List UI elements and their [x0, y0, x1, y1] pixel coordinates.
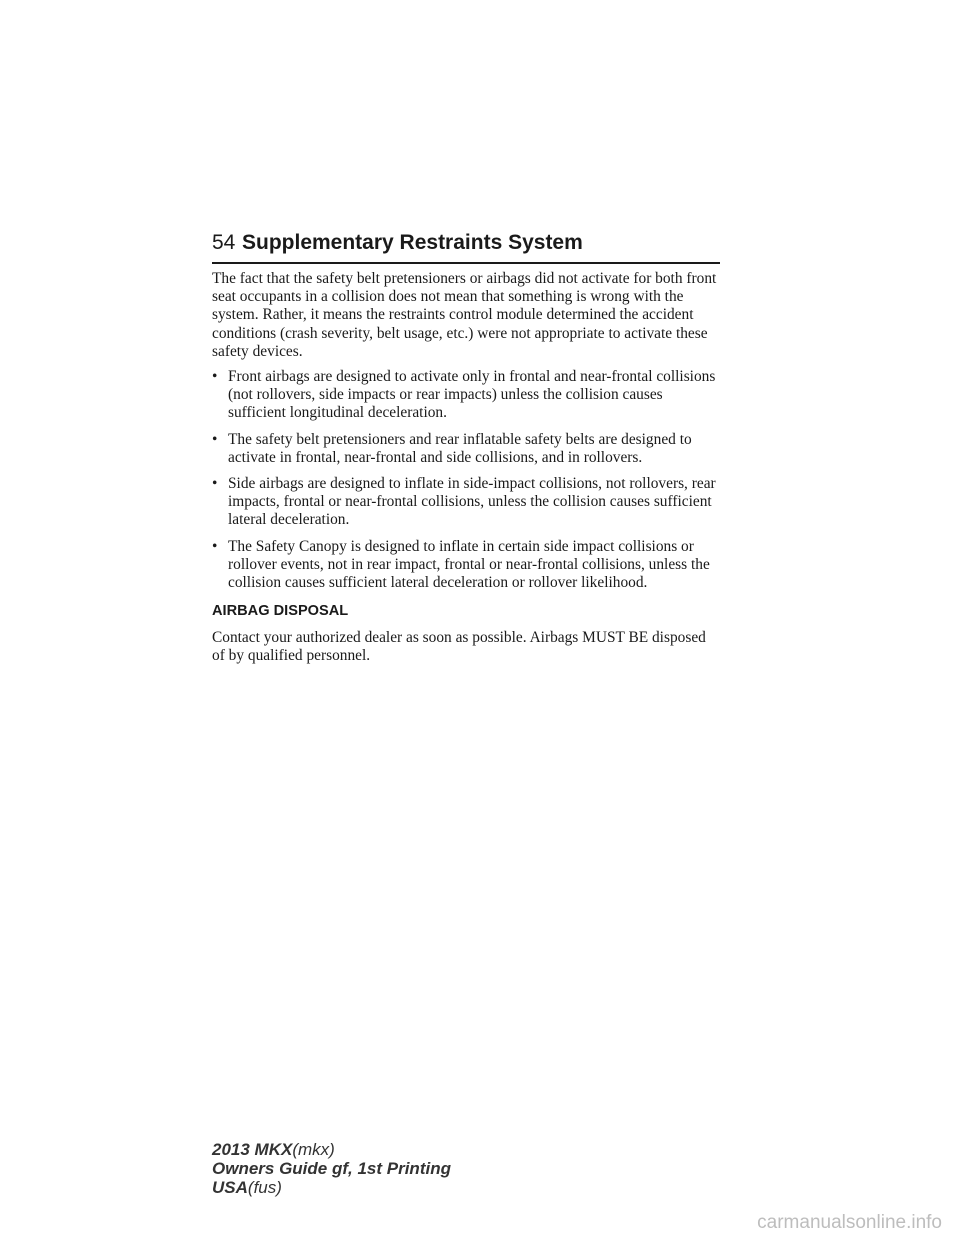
footer-line-model	[212, 1140, 451, 1159]
bullet-list	[212, 368, 722, 592]
page-number: 54	[212, 231, 236, 254]
footer-line-market	[212, 1178, 451, 1197]
footer-model: 2013 MKX	[212, 1140, 293, 1159]
footer	[212, 1140, 451, 1197]
footer-market: USA	[212, 1178, 248, 1197]
watermark: carmanualsonline.info	[757, 1212, 942, 1233]
page-content	[212, 270, 722, 673]
bullet-text: Side airbags are designed to inflate in side-impact collisions, not rollovers, rear impacts, frontal or near-frontal collisions, unless the collision causes sufficient lateral deceleration.	[228, 475, 716, 529]
bullet-icon: •	[212, 430, 218, 448]
airbag-disposal-heading: AIRBAG DISPOSAL	[212, 603, 349, 620]
airbag-disposal-paragraph: Contact your authorized dealer as soon as possible. Airbags MUST BE disposed of by qualified personnel.	[212, 629, 706, 665]
bullet-text: The Safety Canopy is designed to inflate in certain side impact collisions or rollover events, not in rear impact, frontal or near-frontal collisions, unless the collision causes sufficient lateral deceleration or rollover likelihood.	[228, 537, 710, 592]
list-item	[212, 431, 722, 467]
bullet-icon: •	[212, 475, 218, 493]
footer-guide: Owners Guide gf, 1st Printing	[212, 1159, 451, 1178]
list-item	[212, 475, 722, 530]
list-item	[212, 368, 722, 423]
page-header	[212, 228, 720, 264]
footer-line-guide	[212, 1159, 451, 1178]
intro-paragraph: The fact that the safety belt pretensioners or airbags did not activate for both front seat occupants in a collision does not mean that something is wrong with the system. Rather, it means the restraints control module determined the accident conditions (crash severity, belt usage, etc.) were not appropriate to activate these safety devices.	[212, 270, 717, 360]
bullet-text: Front airbags are designed to activate only in frontal and near-frontal collisions (not rollovers, side impacts or rear impacts) unless the collision causes sufficient longitudinal deceleration.	[228, 368, 716, 422]
footer-market-code: (fus)	[247, 1178, 282, 1197]
bullet-icon: •	[212, 368, 218, 386]
list-item	[212, 538, 722, 593]
footer-model-code: (mkx)	[292, 1140, 335, 1159]
section-title: Supplementary Restraints System	[242, 231, 583, 254]
bullet-text: The safety belt pretensioners and rear inflatable safety belts are designed to activate in frontal, near-frontal and side collisions, and in rollovers.	[228, 430, 692, 466]
bullet-icon: •	[212, 537, 218, 555]
